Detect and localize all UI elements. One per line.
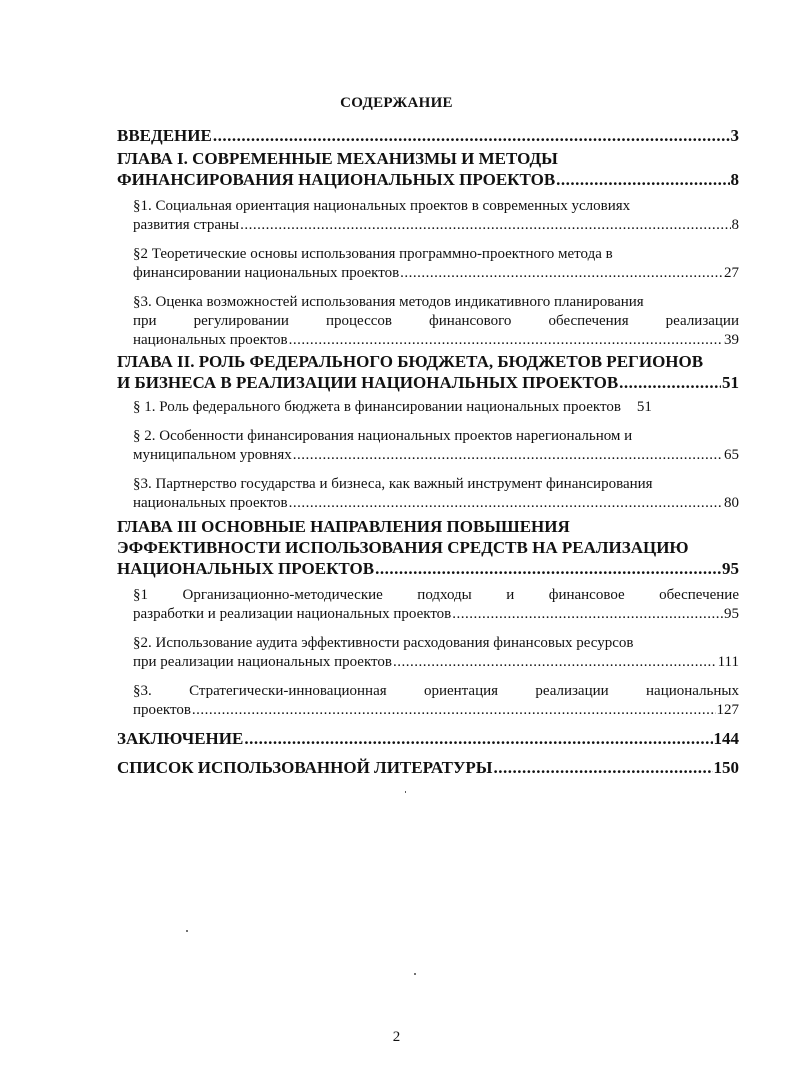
entry-title: проектов: [133, 702, 191, 718]
page-ref: 8: [731, 217, 739, 233]
toc-entry-chapter-1[interactable]: [117, 148, 739, 190]
toc-title: СОДЕРЖАНИЕ: [340, 95, 453, 111]
dot-leader: [556, 169, 729, 190]
dot-leader: [293, 446, 723, 465]
scan-speck: [405, 791, 406, 793]
toc-entry-section-1-2[interactable]: [133, 245, 739, 283]
toc-entry-chapter-3[interactable]: [117, 516, 739, 579]
page-ref: 51: [722, 373, 739, 392]
entry-title: национальных проектов: [133, 332, 288, 348]
entry-title: финансировании национальных проектов: [133, 265, 400, 281]
page-ref: 95: [724, 606, 739, 622]
entry-title: НАЦИОНАЛЬНЫХ ПРОЕКТОВ: [117, 559, 375, 578]
page-ref: 27: [724, 265, 739, 281]
toc-entry-references[interactable]: [117, 757, 739, 778]
dot-leader: [452, 605, 723, 624]
entry-title: муниципальном уровнях: [133, 447, 292, 463]
entry-title: развития страны: [133, 217, 240, 233]
entry-title-line: ГЛАВА II. РОЛЬ ФЕДЕРАЛЬНОГО БЮДЖЕТА, БЮДЖЕТОВ РЕГИОНОВ: [117, 352, 704, 371]
entry-title-line: ГЛАВА I. СОВРЕМЕННЫЕ МЕХАНИЗМЫ И МЕТОДЫ: [117, 149, 558, 168]
dot-leader: [244, 728, 712, 749]
entry-title: ВВЕДЕНИЕ: [117, 126, 212, 145]
entry-title-line: §3. Партнерство государства и бизнеса, как важный инструмент финансирования: [133, 476, 653, 492]
toc-entry-section-1-1[interactable]: [133, 197, 739, 235]
toc-entry-section-2-3[interactable]: [133, 475, 739, 513]
entry-title: И БИЗНЕСА В РЕАЛИЗАЦИИ НАЦИОНАЛЬНЫХ ПРОЕКТОВ: [117, 373, 619, 392]
page-ref: 150: [713, 758, 739, 777]
toc-entry-section-3-3[interactable]: [133, 682, 739, 720]
page-ref: 39: [724, 332, 739, 348]
entry-title-line: ЭФФЕКТИВНОСТИ ИСПОЛЬЗОВАНИЯ СРЕДСТВ НА РЕАЛИЗАЦИЮ: [117, 538, 689, 557]
dot-leader: [289, 494, 723, 513]
entry-title-line: при регулировании процессов финансового обеспечения реализации: [133, 313, 739, 329]
entry-title: при реализации национальных проектов: [133, 654, 392, 670]
entry-title: разработки и реализации национальных проектов: [133, 606, 452, 622]
page-ref: 127: [716, 702, 739, 718]
dot-leader: [192, 701, 716, 720]
entry-title-line: §1. Социальная ориентация национальных проектов в современных условиях: [133, 198, 631, 214]
dot-leader: [400, 264, 723, 283]
table-of-contents: [117, 122, 739, 778]
entry-title-line: §3. Оценка возможностей использования методов индикативного планирования: [133, 294, 644, 310]
dot-leader: [213, 125, 730, 146]
page-ref: 3: [730, 126, 739, 145]
toc-entry-section-2-1[interactable]: [133, 398, 739, 417]
toc-entry-section-1-3[interactable]: [133, 293, 739, 350]
dot-leader: [619, 372, 721, 393]
page-ref: 111: [717, 654, 739, 670]
toc-entry-chapter-2[interactable]: [117, 351, 739, 393]
scan-speck: [414, 973, 416, 975]
page-ref: 95: [722, 559, 739, 578]
entry-title-line: ГЛАВА III ОСНОВНЫЕ НАПРАВЛЕНИЯ ПОВЫШЕНИЯ: [117, 517, 570, 536]
toc-entry-conclusion[interactable]: [117, 728, 739, 749]
entry-title-line: §2 Теоретические основы использования программно-проектного метода в: [133, 246, 613, 262]
page-ref: 51: [636, 399, 652, 415]
toc-entry-section-3-1[interactable]: [133, 586, 739, 624]
entry-title: ЗАКЛЮЧЕНИЕ: [117, 729, 244, 748]
entry-title: национальных проектов: [133, 495, 288, 511]
dot-leader: [240, 216, 730, 235]
entry-title: СПИСОК ИСПОЛЬЗОВАННОЙ ЛИТЕРАТУРЫ: [117, 758, 493, 777]
dot-leader: [375, 558, 721, 579]
entry-title-line: §3. Стратегически-инновационная ориентация реализации национальных: [133, 683, 739, 699]
entry-title: ФИНАНСИРОВАНИЯ НАЦИОНАЛЬНЫХ ПРОЕКТОВ: [117, 170, 556, 189]
entry-title: § 1. Роль федерального бюджета в финансировании национальных проектов: [133, 399, 621, 415]
page-ref: 144: [713, 729, 739, 748]
toc-entry-section-3-2[interactable]: [133, 634, 739, 672]
entry-title-line: §2. Использование аудита эффективности расходования финансовых ресурсов: [133, 635, 634, 651]
page-ref: 80: [724, 495, 739, 511]
dot-leader: [289, 331, 723, 350]
dot-leader: [393, 653, 717, 672]
page-ref: 8: [730, 170, 739, 189]
dot-leader: [494, 757, 713, 778]
page-number: 2: [392, 1029, 401, 1045]
toc-entry-introduction[interactable]: [117, 125, 739, 146]
entry-title-line: § 2. Особенности финансирования национальных проектов нарегиональном и: [133, 428, 633, 444]
scan-speck: [186, 930, 188, 932]
page-ref: 65: [724, 447, 739, 463]
entry-title-line: §1 Организационно-методические подходы и финансовое обеспечение: [133, 587, 739, 603]
toc-entry-section-2-2[interactable]: [133, 427, 739, 465]
